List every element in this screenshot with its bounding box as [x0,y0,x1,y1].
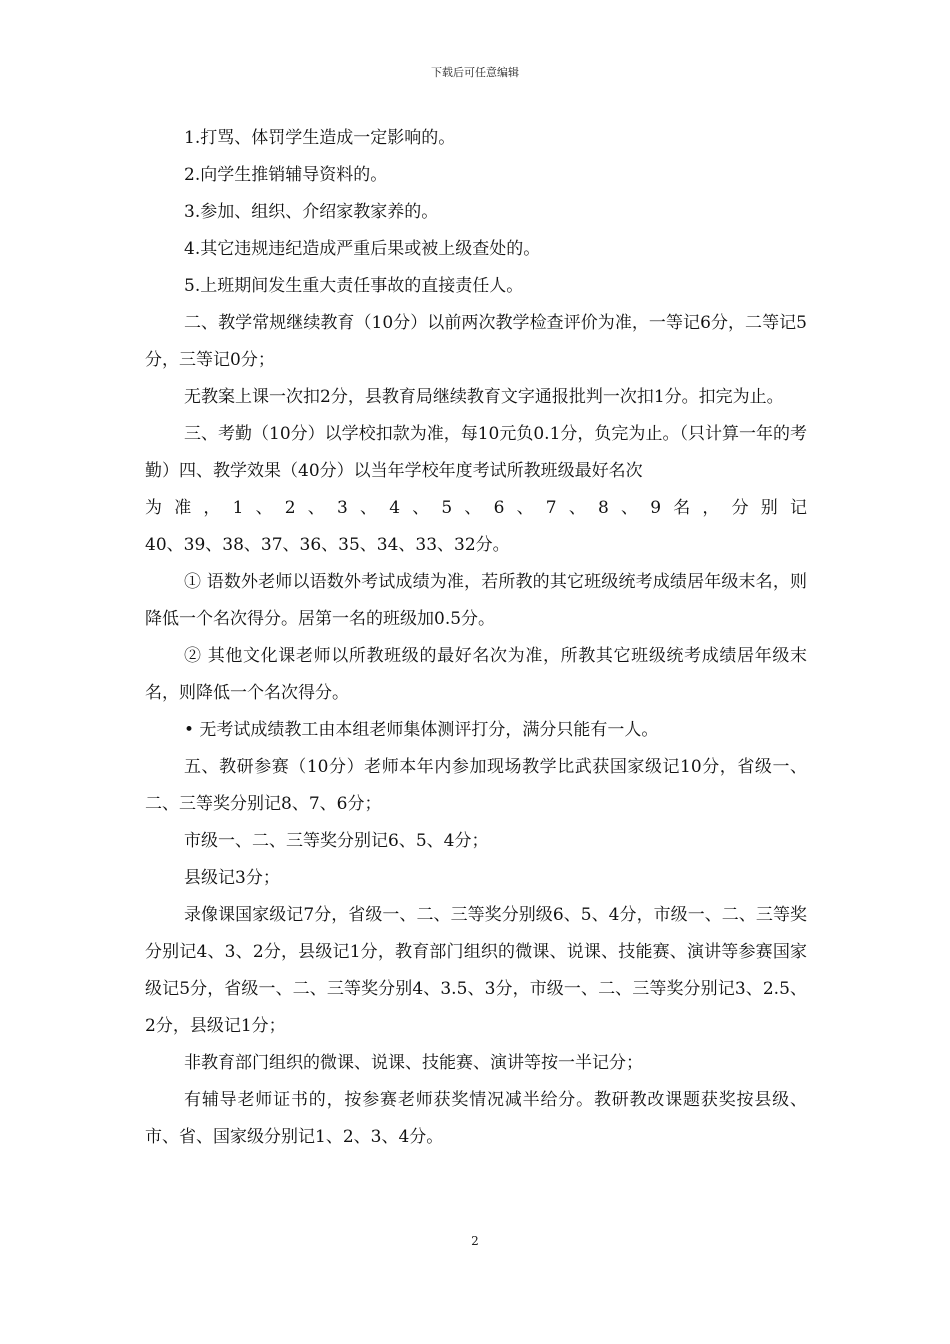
paragraph: 录像课国家级记7分，省级一、二、三等奖分别级6、5、4分，市级一、二、三等奖分别记4、3、2分，县级记1分，教育部门组织的微课、说课、技能赛、演讲等参赛国家级记5分，省级一、二、三等奖分别4、3.5、3分，市级一、二、三等奖分别记3、2.5、2分，县级记1分； [145,905,807,1036]
paragraph: 40、39、38、37、36、35、34、33、32分。 [145,535,510,555]
paragraph: 2.向学生推销辅导资料的。 [184,165,388,185]
paragraph: 4.其它违规违纪造成严重后果或被上级查处的。 [184,239,541,259]
paragraph: 1.打骂、体罚学生造成一定影响的。 [184,128,456,148]
paragraph: ① 语数外老师以语数外考试成绩为准，若所教的其它班级统考成绩居年级末名，则降低一个名次得分。居第一名的班级加0.5分。 [145,572,807,629]
paragraph: 有辅导老师证书的，按参赛老师获奖情况减半给分。教研教改课题获奖按县级、市、省、国家级分别记1、2、3、4分。 [145,1090,807,1147]
paragraph: 3.参加、组织、介绍家教家养的。 [184,202,439,222]
paragraph: 无教案上课一次扣2分，县教育局继续教育文字通报批判一次扣1分。扣完为止。 [184,387,784,407]
paragraph: 为准，1、2、3、4、5、6、7、8、9名，分别记 [145,498,807,518]
paragraph: 非教育部门组织的微课、说课、技能赛、演讲等按一半记分； [184,1053,643,1073]
paragraph: 二、教学常规继续教育（10分）以前两次教学检查评价为准，一等记6分，二等记5分，三等记0分； [145,313,807,370]
page-number: 2 [471,1234,479,1248]
document-body [145,120,807,1156]
paragraph: 县级记3分； [184,868,280,888]
paragraph: ② 其他文化课老师以所教班级的最好名次为准，所教其它班级统考成绩居年级末名，则降低一个名次得分。 [145,646,807,703]
page-header-note: 下载后可任意编辑 [431,66,519,79]
paragraph: 三、考勤（10分）以学校扣款为准，每10元负0.1分，负完为止。（只计算一年的考勤）四、教学效果（40分）以当年学校年度考试所教班级最好名次 [145,424,807,481]
paragraph: 市级一、二、三等奖分别记6、5、4分； [184,831,489,851]
paragraph: 5.上班期间发生重大责任事故的直接责任人。 [184,276,524,296]
paragraph: • 无考试成绩教工由本组老师集体测评打分，满分只能有一人。 [184,720,659,740]
paragraph: 五、教研参赛（10分）老师本年内参加现场教学比武获国家级记10分，省级一、二、三等奖分别记8、7、6分； [145,757,807,814]
